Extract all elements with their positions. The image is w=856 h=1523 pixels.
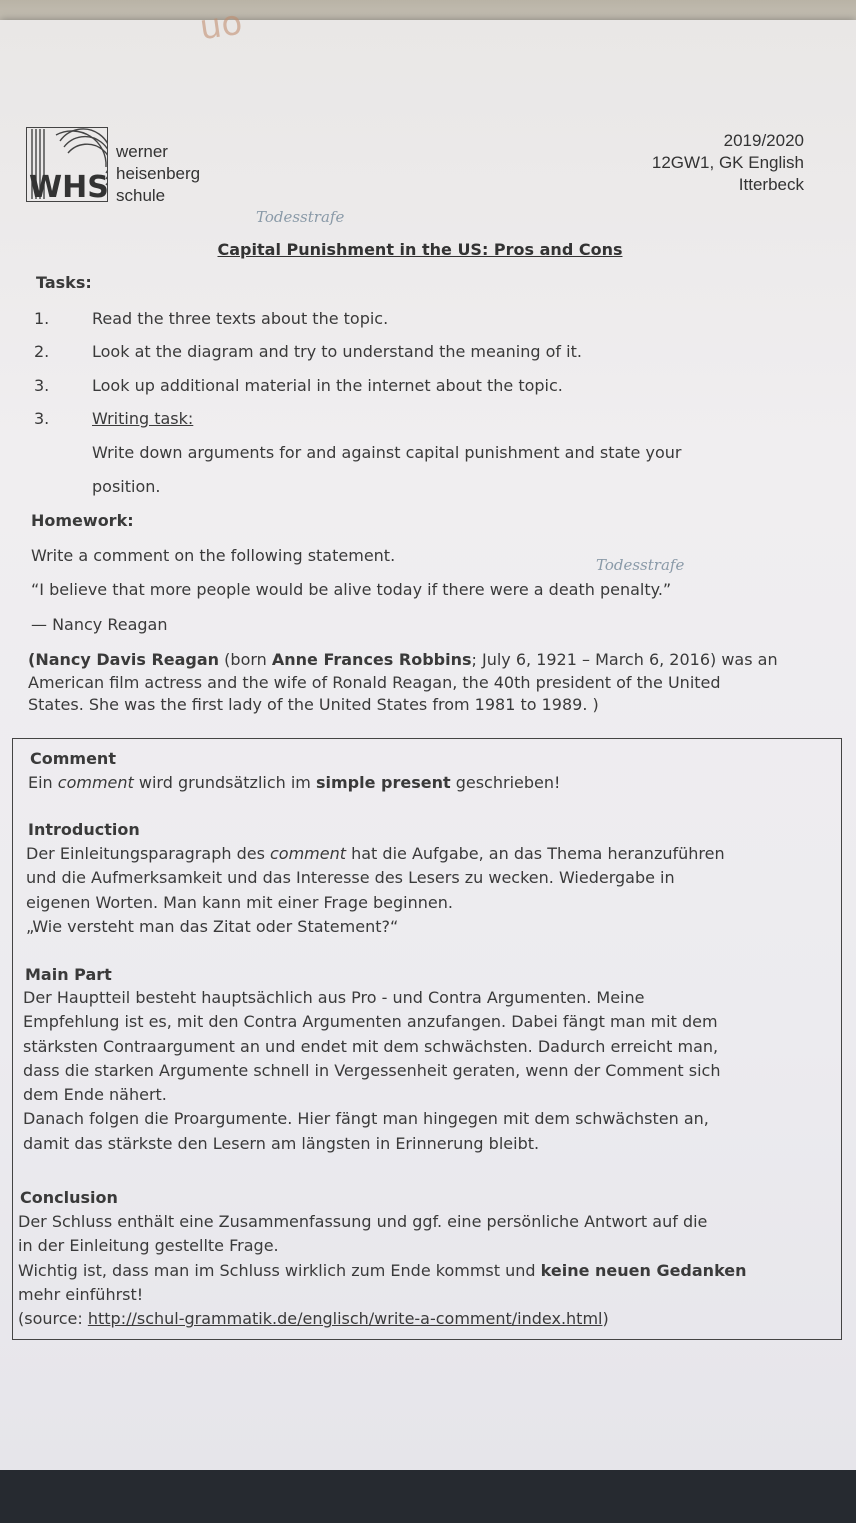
- conclusion-heading: Conclusion: [20, 1188, 118, 1207]
- text-run-italic: comment: [57, 773, 134, 792]
- text-line: [18, 1259, 747, 1283]
- main-part-heading: Main Part: [25, 965, 112, 984]
- text-run: Ein: [28, 773, 58, 792]
- task-text: Look up additional material in the internet about the topic.: [92, 376, 563, 395]
- text-line: und die Aufmerksamkeit und das Interesse des Lesers zu wecken. Wiedergabe in: [26, 868, 675, 888]
- bio-name: Nancy Davis Reagan: [35, 650, 220, 669]
- bio-line: American film actress and the wife of Ronald Reagan, the 40th president of the United: [28, 672, 721, 692]
- text-run-bold: keine neuen Gedanken: [540, 1260, 747, 1280]
- task-number: 2.: [34, 342, 50, 361]
- conclusion-text: [18, 1210, 747, 1331]
- tasks-heading: Tasks:: [36, 273, 92, 292]
- task-number: 3.: [34, 376, 50, 395]
- page-title: Capital Punishment in the US: Pros and Cons: [217, 240, 623, 259]
- task-item: [34, 409, 193, 428]
- task-item: [34, 376, 563, 395]
- handwritten-note: Todesstrafe: [596, 556, 685, 574]
- text-line: [26, 842, 725, 866]
- main-part-text: [23, 986, 720, 1156]
- introduction-heading: Introduction: [28, 820, 140, 839]
- introduction-text: [26, 842, 725, 939]
- text-run: hat die Aufgabe, an das Thema heranzuführen: [346, 844, 725, 863]
- text-line: in der Einleitung gestellte Frage.: [18, 1236, 279, 1256]
- task-number: 1.: [34, 309, 50, 328]
- task-item: [34, 309, 388, 328]
- bio-bracket: (: [28, 650, 36, 669]
- school-logo-text: WHS: [29, 170, 108, 202]
- course-meta: [652, 130, 804, 196]
- writing-task-line: Write down arguments for and against capital punishment and state your: [92, 443, 682, 462]
- task-item: [34, 342, 582, 361]
- text-line: eigenen Worten. Man kann mit einer Frage beginnen.: [26, 892, 453, 912]
- location: Itterbeck: [738, 175, 804, 194]
- task-number: 3.: [34, 409, 50, 428]
- background-scrap-text: uo: [197, 2, 245, 49]
- course-name: 12GW1, GK English: [651, 153, 804, 172]
- text-run: geschrieben!: [450, 773, 561, 792]
- school-name-line: heisenberg: [116, 164, 201, 183]
- text-run-bold: simple present: [315, 773, 451, 792]
- source-link[interactable]: http://schul-grammatik.de/englisch/write-a-comment/index.html: [87, 1309, 603, 1329]
- text-line: Danach folgen die Proargumente. Hier fängt man hingegen mit dem schwächsten an,: [23, 1109, 709, 1129]
- school-name-line: schule: [116, 186, 166, 205]
- text-line: Der Hauptteil besteht hauptsächlich aus Pro - und Contra Argumenten. Meine: [23, 988, 645, 1007]
- text-line: dem Ende nähert.: [23, 1085, 167, 1105]
- bio-paragraph: [28, 649, 778, 717]
- text-line: Der Schluss enthält eine Zusammenfassung und ggf. eine persönliche Antwort auf die: [18, 1212, 708, 1231]
- bio-line: [28, 649, 778, 672]
- school-logo-graphic: [26, 127, 108, 202]
- text-line: Empfehlung ist es, mit den Contra Argumenten anzufangen. Dabei fängt man mit dem: [23, 1012, 718, 1032]
- school-year: 2019/2020: [723, 131, 804, 150]
- school-name-line: werner: [116, 142, 168, 161]
- homework-instruction: Write a comment on the following statement.: [31, 546, 396, 565]
- writing-task-line: position.: [92, 477, 161, 496]
- text-run-italic: comment: [270, 844, 347, 863]
- school-name: [116, 141, 200, 207]
- comment-text: [28, 771, 560, 795]
- bio-birthname: Anne Frances Robbins: [271, 650, 472, 669]
- table-edge: [0, 1470, 856, 1523]
- text-run: Der Einleitungsparagraph des: [26, 844, 270, 863]
- text-line: dass die starken Argumente schnell in Vergessenheit geraten, wenn der Comment sich: [23, 1060, 721, 1080]
- handwritten-note: Todesstrafe: [256, 208, 345, 226]
- bio-text: (born: [219, 650, 272, 669]
- text-line: „Wie versteht man das Zitat oder Statement?“: [26, 916, 399, 936]
- comment-heading: Comment: [30, 749, 116, 768]
- quote-attribution: — Nancy Reagan: [31, 615, 168, 634]
- text-line: damit das stärkste den Lesern am längsten in Erinnerung bleibt.: [23, 1133, 540, 1153]
- quote: “I believe that more people would be alive today if there were a death penalty.”: [31, 580, 672, 599]
- text-run: ): [602, 1309, 609, 1329]
- text-line: stärksten Contraargument an und endet mit dem schwächsten. Dadurch erreicht man,: [23, 1036, 719, 1056]
- bio-text: ; July 6, 1921 – March 6, 2016) was an: [471, 650, 778, 669]
- text-run: wird grundsätzlich im: [133, 773, 316, 792]
- school-logo: [26, 127, 108, 202]
- text-line: mehr einführst!: [18, 1284, 144, 1304]
- homework-heading: Homework:: [31, 511, 134, 530]
- task-text: Look at the diagram and try to understand the meaning of it.: [92, 342, 582, 361]
- text-run: (source:: [18, 1309, 88, 1329]
- bio-line: States. She was the first lady of the United States from 1981 to 1989. ): [28, 695, 599, 714]
- text-run: Wichtig ist, dass man im Schluss wirklich zum Ende kommst und: [18, 1260, 541, 1280]
- source-line: [18, 1307, 747, 1331]
- task-text: Read the three texts about the topic.: [92, 309, 389, 328]
- task-text: Writing task:: [92, 409, 194, 428]
